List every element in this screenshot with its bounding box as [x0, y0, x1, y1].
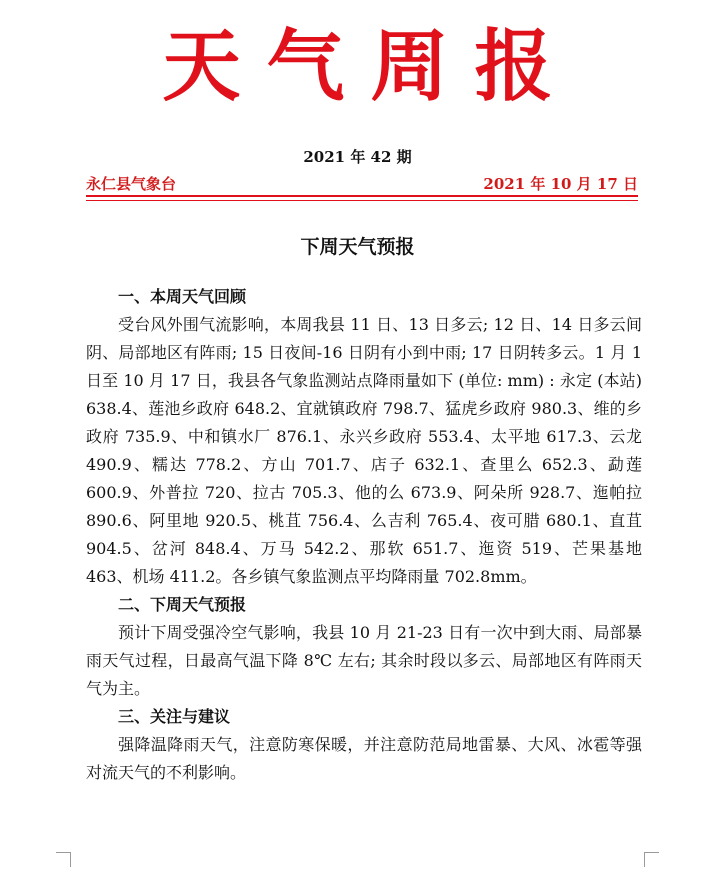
publisher: 永仁县气象台 [86, 175, 177, 193]
red-rule-thin [86, 200, 638, 201]
section-text-forecast: 预计下周受强冷空气影响，我县 10 月 21-23 日有一次中到大雨、局部暴雨天气过程，日最高气温下降 8℃ 左右; 其余时段以多云、局部地区有阵雨天气为主。 [86, 623, 642, 698]
document-title: 下周天气预报 [300, 236, 415, 258]
section-heading-advice: 三、关注与建议 [118, 707, 231, 726]
red-rule-thick [86, 195, 638, 197]
masthead-title: 天气周报 [162, 21, 579, 112]
meta-row [86, 173, 638, 194]
section-text-advice: 强降温降雨天气，注意防寒保暖，并注意防范局地雷暴、大风、冰雹等强对流天气的不利影响。 [86, 735, 642, 782]
publish-date: 2021 年 10 月 17 日 [483, 175, 638, 193]
section-heading-review: 一、本周天气回顾 [118, 287, 247, 306]
section-heading-forecast: 二、下周天气预报 [118, 595, 247, 614]
page-corner-mark-left [56, 852, 71, 867]
document-body [86, 283, 642, 787]
page-corner-mark-right [644, 852, 659, 867]
issue-number: 2021 年 42 期 [303, 148, 412, 166]
section-text-review: 受台风外围气流影响，本周我县 11 日、13 日多云; 12 日、14 日多云间阴、局部地区有阵雨; 15 日夜间-16 日阴有小到中雨; 17 日阴转多云。1 月 1 日至 10 月 17 日，我县各气象监测站点降雨量如下 (单位: mm) : 永定 (本站) 638.4、莲池乡政府 648.2、宜就镇政府 798.7、猛虎乡政府 980.3、维的乡政府 735.9、中和镇水厂 876.1、永兴乡政府 553.4、太平地 617.3、云龙 490.9、糯达 778.2、方山 701.7、店子 632.1、查里么 652.3、勐莲 600.9、外普拉 720、拉古 705.3、他的么 673.9、阿朵所 928.7、迤帕拉 890.6、阿里地 920.5、桃苴 756.4、么吉利 765.4、夜可腊 680.1、直苴 904.5、岔河 848.4、万马 542.2、那软 651.7、迤资 519、芒果基地 463、机场 411.2。各乡镇气象监测点平均降雨量 702.8mm。 [86, 315, 642, 586]
